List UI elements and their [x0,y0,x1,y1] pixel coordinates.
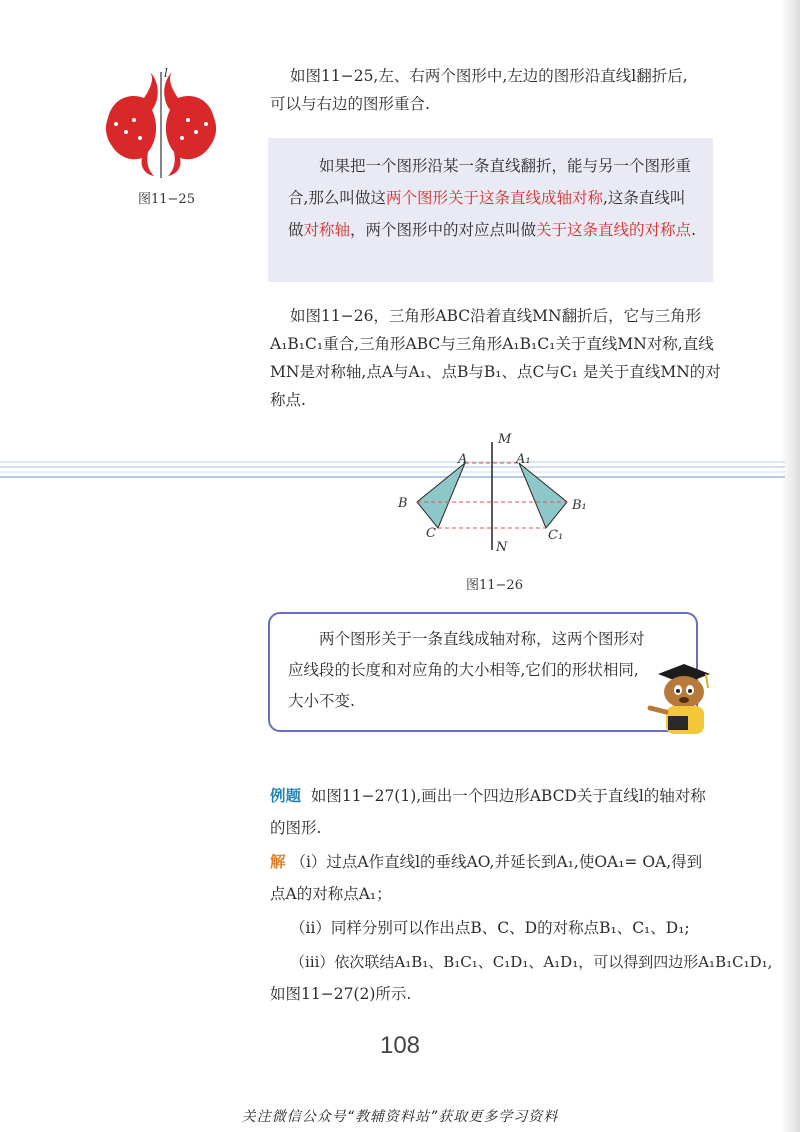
teacher-mascot-icon [644,660,716,740]
definition-text [288,150,698,246]
definition-text-4: . [691,221,696,239]
label-m: M [498,432,512,447]
para1-line2: 可以与右边的图形重合. [270,95,430,113]
triangle-abc [417,463,465,528]
example-line2: 的图形. [270,819,322,837]
solution-step2: （ⅱ）同样分别可以作出点B、C、D的对称点B₁、C₁、D₁; [290,919,690,937]
label-n: N [496,540,508,555]
definition-text-3: ，两个图形中的对应点叫做 [350,221,537,239]
solution-step1-line1 [270,848,702,876]
triangle-a1b1c1 [519,463,567,528]
para2-line2: A₁B₁C₁重合,三角形ABC与三角形A₁B₁C₁关于直线MN对称,直线 [270,335,714,353]
para2-line3: MN是对称轴,点A与A₁、点B与B₁、点C与C₁ 是关于直线MN的对 [270,363,721,381]
definition-highlight-3: 关于这条直线的对称点 [536,221,692,239]
example-text: 如图11−27(1),画出一个四边形ABCD关于直线l的轴对称 [310,787,706,805]
solution-step3-line1: （ⅲ）依次联结A₁B₁、B₁C₁、C₁D₁、A₁D₁，可以得到四边形A₁B₁C₁D₁, [290,953,773,971]
para2-line1: 如图11−26，三角形ABC沿着直线MN翻折后，它与三角形 [290,307,702,325]
footer-note: 关注微信公众号“教辅资料站”获取更多学习资料 [241,1109,559,1125]
label-b1: B₁ [572,498,587,513]
solution-step1-text: （ⅰ）过点A作直线l的垂线AO,并延长到A₁,使OA₁= OA,得到 [290,853,703,871]
property-text [288,624,678,717]
paper-cut-fish-figure [100,70,230,180]
label-a1: A₁ [516,452,531,467]
solution-step3-line2: 如图11−27(2)所示. [270,985,412,1003]
label-c1: C₁ [548,528,564,543]
property-line1: 两个图形关于一条直线成轴对称，这两个图形对 [319,630,645,648]
solution-step1-line2: 点A的对称点A₁； [270,885,392,903]
property-line3: 大小不变. [288,692,355,710]
page-edge-shadow [780,0,800,1132]
property-line2: 应线段的长度和对应角的大小相等,它们的形状相同, [288,661,639,679]
fig25-caption: 图11−25 [138,192,195,207]
fig26-caption: 图11−26 [466,578,523,593]
para2-line4: 称点. [270,391,306,409]
label-a: A [458,452,468,467]
solution-label: 解 [270,852,286,871]
label-b: B [398,496,408,511]
fig25-axis-label: l [164,66,168,80]
definition-highlight-2: 对称轴 [303,221,351,239]
example-line1 [270,782,706,810]
definition-text-1: 如果把一个图形沿某一条直线翻折，能与另一个图形重合,那么叫做这 [288,157,692,207]
label-c: C [426,526,436,541]
para1-line1: 如图11−25,左、右两个图形中,左边的图形沿直线l翻折后, [290,67,688,85]
definition-highlight-1: 两个图形关于这条直线成轴对称 [385,189,603,207]
definition-text-2: ,这条直线叫做 [288,189,686,239]
page-number: 108 [379,1032,421,1059]
example-label: 例题 [270,786,302,805]
